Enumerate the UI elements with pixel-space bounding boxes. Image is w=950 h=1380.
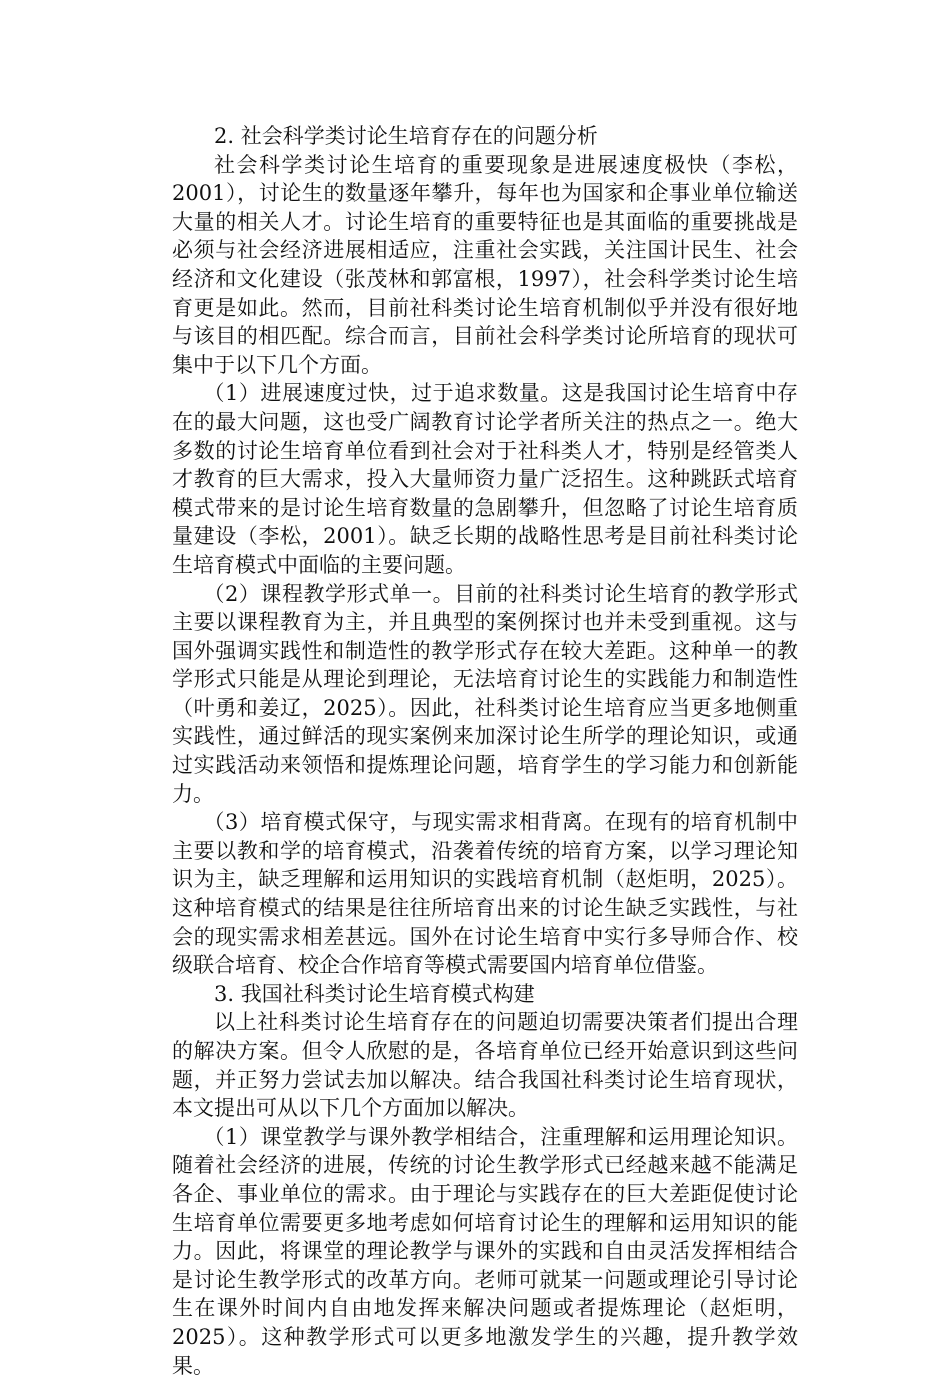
problem-item-1: （1）进展速度过快，过于追求数量。这是我国讨论生培育中存在的最大问题，这也受广阔教育讨论学者所关注的热点之一。绝大多数的讨论生培育单位看到社会对于社科类人才，特别是经管类人才教育的巨大需求，投入大量师资力量广泛招生。这种跳跃式培育模式带来的是讨论生培育数量的急剧攀升，但忽略了讨论生培育质量建设（李松，2001）。缺乏长期的战略性思考是目前社科类讨论生培育模式中面临的主要问题。 bbox=[172, 381, 798, 577]
problem-item-3: （3）培育模式保守，与现实需求相背离。在现有的培育机制中主要以教和学的培育模式，沿袭着传统的培育方案，以学习理论知识为主，缺乏理解和运用知识的实践培育机制（赵炬明，2025）。这种培育模式的结果是往往所培育出来的讨论生缺乏实践性，与社会的现实需求相差甚远。国外在讨论生培育中实行多导师合作、校级联合培育、校企合作培育等模式需要国内培育单位借鉴。 bbox=[172, 810, 798, 978]
section-2-intro-paragraph: 社会科学类讨论生培育的重要现象是进展速度极快（李松，2001），讨论生的数量逐年攀升，每年也为国家和企事业单位输送大量的相关人才。讨论生培育的重要特征也是其面临的重要挑战是必须与社会经济进展相适应，注重社会实践，关注国计民生、社会经济和文化建设（张茂林和郭富根，1997），社会科学类讨论生培育更是如此。然而，目前社科类讨论生培育机制似乎并没有很好地与该目的相匹配。综合而言，目前社会科学类讨论所培育的现状可集中于以下几个方面。 bbox=[172, 152, 798, 377]
document-body bbox=[172, 122, 798, 1380]
section-heading-3: 3. 我国社科类讨论生培育模式构建 bbox=[214, 981, 535, 1006]
problem-item-2: （2）课程教学形式单一。目前的社科类讨论生培育的教学形式主要以课程教育为主，并且典型的案例探讨也并未受到重视。这与国外强调实践性和制造性的教学形式存在较大差距。这种单一的教学形式只能是从理论到理论，无法培育讨论生的实践能力和制造性（叶勇和姜辽，2025）。因此，社科类讨论生培育应当更多地侧重实践性，通过鲜活的现实案例来加深讨论生所学的理论知识，或通过实践活动来领悟和提炼理论问题，培育学生的学习能力和创新能力。 bbox=[172, 581, 798, 806]
section-3-intro-paragraph: 以上社科类讨论生培育存在的问题迫切需要决策者们提出合理的解决方案。但令人欣慰的是，各培育单位已经开始意识到这些问题，并正努力尝试去加以解决。结合我国社科类讨论生培育现状，本文提出可从以下几个方面加以解决。 bbox=[172, 1010, 798, 1121]
section-heading-2: 2. 社会科学类讨论生培育存在的问题分析 bbox=[214, 124, 598, 148]
solution-item-1: （1）课堂教学与课外教学相结合，注重理解和运用理论知识。随着社会经济的进展，传统的讨论生教学形式已经越来越不能满足各企、事业单位的需求。由于理论与实践存在的巨大差距促使讨论生培育单位需要更多地考虑如何培育讨论生的理解和运用知识的能力。因此，将课堂的理论教学与课外的实践和自由灵活发挥相结合是讨论生教学形式的改革方向。老师可就某一问题或理论引导讨论生在课外时间内自由地发挥来解决问题或者提炼理论（赵炬明，2025）。这种教学形式可以更多地激发学生的兴趣，提升教学效果。 bbox=[172, 1124, 798, 1378]
